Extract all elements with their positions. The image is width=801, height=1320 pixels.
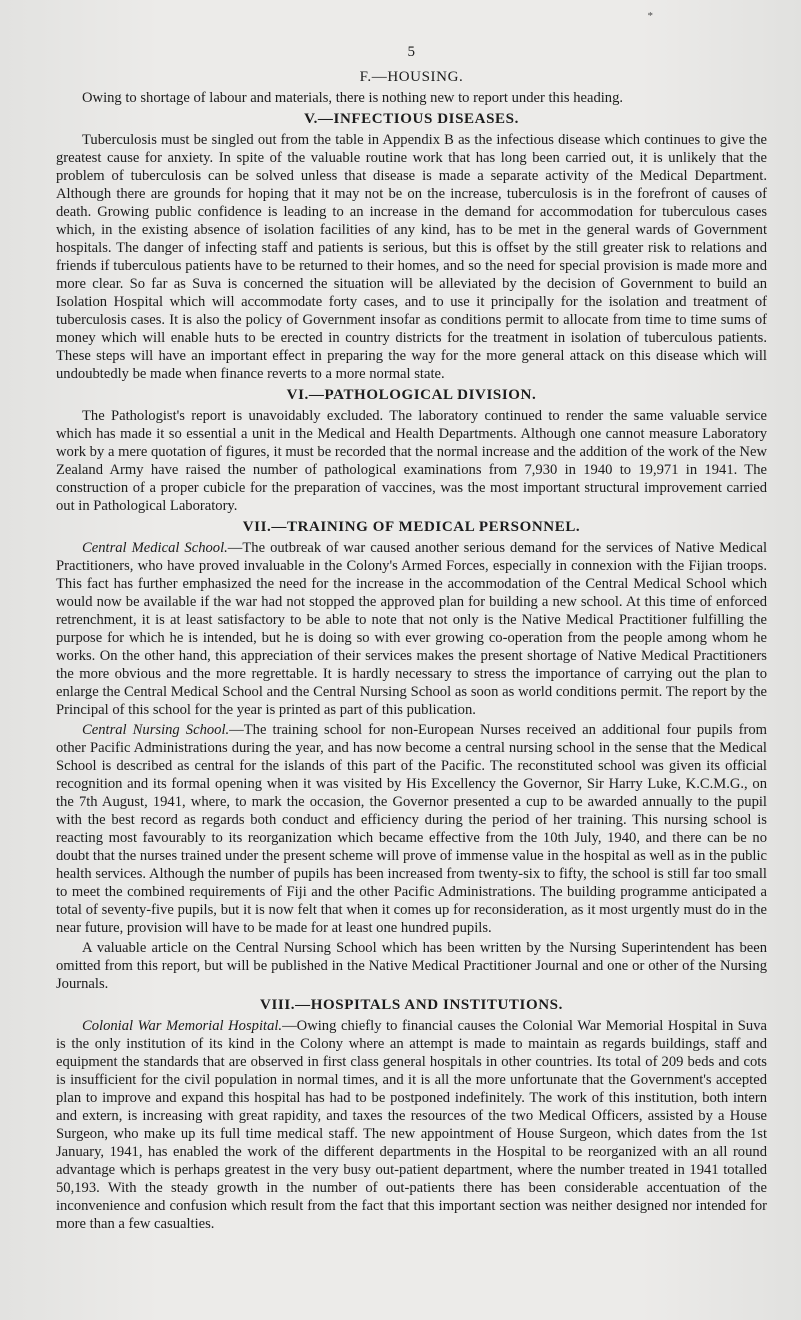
paragraph-nursing-article: A valuable article on the Central Nursing School which has been written by the Nursing Superintendent has been omitted from this report, but will be published in the Native Medical Practitioner Journal and one or other of the Nursing Journals. <box>56 940 767 992</box>
paragraph-war-memorial-hospital <box>56 1017 767 1233</box>
page-number: 5 <box>407 44 416 60</box>
section-infectious-diseases <box>56 111 767 383</box>
heading-training: VII.—TRAINING OF MEDICAL PERSONNEL. <box>242 519 581 535</box>
section-hospitals <box>56 997 767 1233</box>
paragraph-nursing-school <box>56 721 767 937</box>
text-war-memorial-hospital: —Owing chiefly to financial causes the Colonial War Memorial Hospital in Suva is the only institution of its kind in the Colony where an attempt is made to maintain as regards buildings, staff and equipment the standards that are observed in first class general hospitals in other countries. Its total of 209 beds and cots is insufficient for the civil population in normal times, and it is all the more unfortunate that the Government's accepted plan to improve and expand this hospital has had to be postponed indefinitely. The work of this institution, both intern and extern, is increasing with great rapidity, and taxes the resources of the two Medical Officers, assisted by a House Surgeon, who make up its full time medical staff. The new appointment of House Surgeon, which dates from the 1st January, 1941, has enabled the work of the different departments in the Hospital to be reorganized with an all round advantage which is perhaps greatest in the very busy out-patient department, where the number treated in 1941 totalled 50,193. With the steady growth in the number of out-patients there has been considerable accentuation of the inconvenience and confusion which result from the fact that this important section was neither designed nor intended for more than a few casualties. <box>56 1018 767 1232</box>
heading-infectious-diseases: V.—INFECTIOUS DISEASES. <box>304 111 519 127</box>
lead-medical-school: Central Medical School. <box>82 540 228 556</box>
paragraph-housing: Owing to shortage of labour and materials, there is nothing new to report under this heading. <box>82 90 624 106</box>
lead-war-memorial-hospital: Colonial War Memorial Hospital. <box>82 1018 283 1034</box>
text-medical-school: —The outbreak of war caused another serious demand for the services of Native Medical Practitioners, who have proved invaluable in the Colony's Armed Forces, especially in connexion with the Fijian troops. This fact has further emphasized the need for the increase in the accommodation of the Central Medical School which would now be available if the war had not stopped the approved plan for building a new school. At this time of enforced retrenchment, it is at least satisfactory to be able to note that not only is the Native Medical Practitioner fulfilling the purpose for which he is intended, but he is doing so with ever growing co-operation from the people among whom he works. On the other hand, this appreciation of their services makes the present shortage of Native Medical Practitioners the more obvious and the more regrettable. It is hardly necessary to stress the importance of carrying out the plan to enlarge the Central Medical School and the Central Nursing School as soon as world conditions permit. The report by the Principal of this school for the year is printed as part of this publication. <box>56 540 767 718</box>
corner-mark: * <box>647 10 653 22</box>
heading-hospitals: VIII.—HOSPITALS AND INSTITUTIONS. <box>260 997 563 1013</box>
paragraph-pathology: The Pathologist's report is unavoidably excluded. The laboratory continued to render the same valuable service which has made it so essential a unit in the Medical and Health Departments. Although one cannot measure Laboratory work by a mere quotation of figures, it must be recorded that the normal increase and the addition of the work of the New Zealand Army have raised the number of pathological examinations from 7,930 in 1940 to 19,971 in 1941. The construction of a proper cubicle for the preparation of vaccines, was the most important structural improvement carried out in Pathological Laboratory. <box>56 408 767 514</box>
text-nursing-school: —The training school for non-European Nurses received an additional four pupils from other Pacific Administrations during the year, and has now become a central nursing school in the sense that the Medical School is described as central for the islands of this part of the Pacific. The reconstituted school was given its official recognition and its formal opening when it was visited by His Excellency the Governor, Sir Harry Luke, K.C.M.G., on the 7th August, 1941, where, to mark the occasion, the Governor presented a cup to be awarded annually to the pupil with the best record as regards both conduct and efficiency during the period of her training. This nursing school is reacting most favourably to its reorganization which became effective from the 10th July, 1940, and there can be no doubt that the nurses trained under the present scheme will prove of immense value in the hospital as well as in the public health services. Although the number of pupils has been increased from twenty-six to fifty, the school is still far too small to meet the combined requirements of Fiji and the other Pacific Administrations. The building programme anticipated a total of seventy-five pupils, but it is now felt that when it comes up for reconsideration, as it most urgently must do in the near future, provision will have to be made for at least one hundred pupils. <box>56 722 767 936</box>
heading-pathological-division: VI.—PATHOLOGICAL DIVISION. <box>286 387 537 403</box>
section-pathological-division <box>56 387 767 515</box>
section-housing <box>56 69 767 107</box>
lead-nursing-school: Central Nursing School. <box>82 722 230 738</box>
paragraph-tuberculosis: Tuberculosis must be singled out from the table in Appendix B as the infectious disease which continues to give the greatest cause for anxiety. In spite of the valuable routine work that has long been carried out, it is unlikely that the problem of tuberculosis can be solved unless that disease is made a separate activity of the Medical Department. Although there are grounds for hoping that it may not be on the increase, tuberculosis is in the forefront of causes of death. Growing public confidence is leading to an increase in the demand for accommodation for tuberculous cases which, in the existing absence of isolation facilities of any kind, has to be met in the general wards of Government hospitals. The danger of infecting staff and patients is serious, but this is offset by the still greater risk to relations and friends if tuberculous patients have to be returned to their homes, and so the need for special provision is made more and more clear. So far as Suva is concerned the situation will be alleviated by the decision of Government to build an Isolation Hospital which will accommodate forty cases, and to use it principally for the isolation and treatment of tuberculosis cases. It is also the policy of Government insofar as conditions permit to allocate from time to time sums of money which will enable huts to be erected in country districts for the treatment in isolation of tuberculous patients. These steps will have an important effect in preparing the way for the more general attack on this disease which will undoubtedly be made when finance reverts to a more normal state. <box>56 132 767 382</box>
heading-housing: F.—HOUSING. <box>359 69 464 85</box>
section-training <box>56 519 767 993</box>
paragraph-medical-school <box>56 539 767 719</box>
